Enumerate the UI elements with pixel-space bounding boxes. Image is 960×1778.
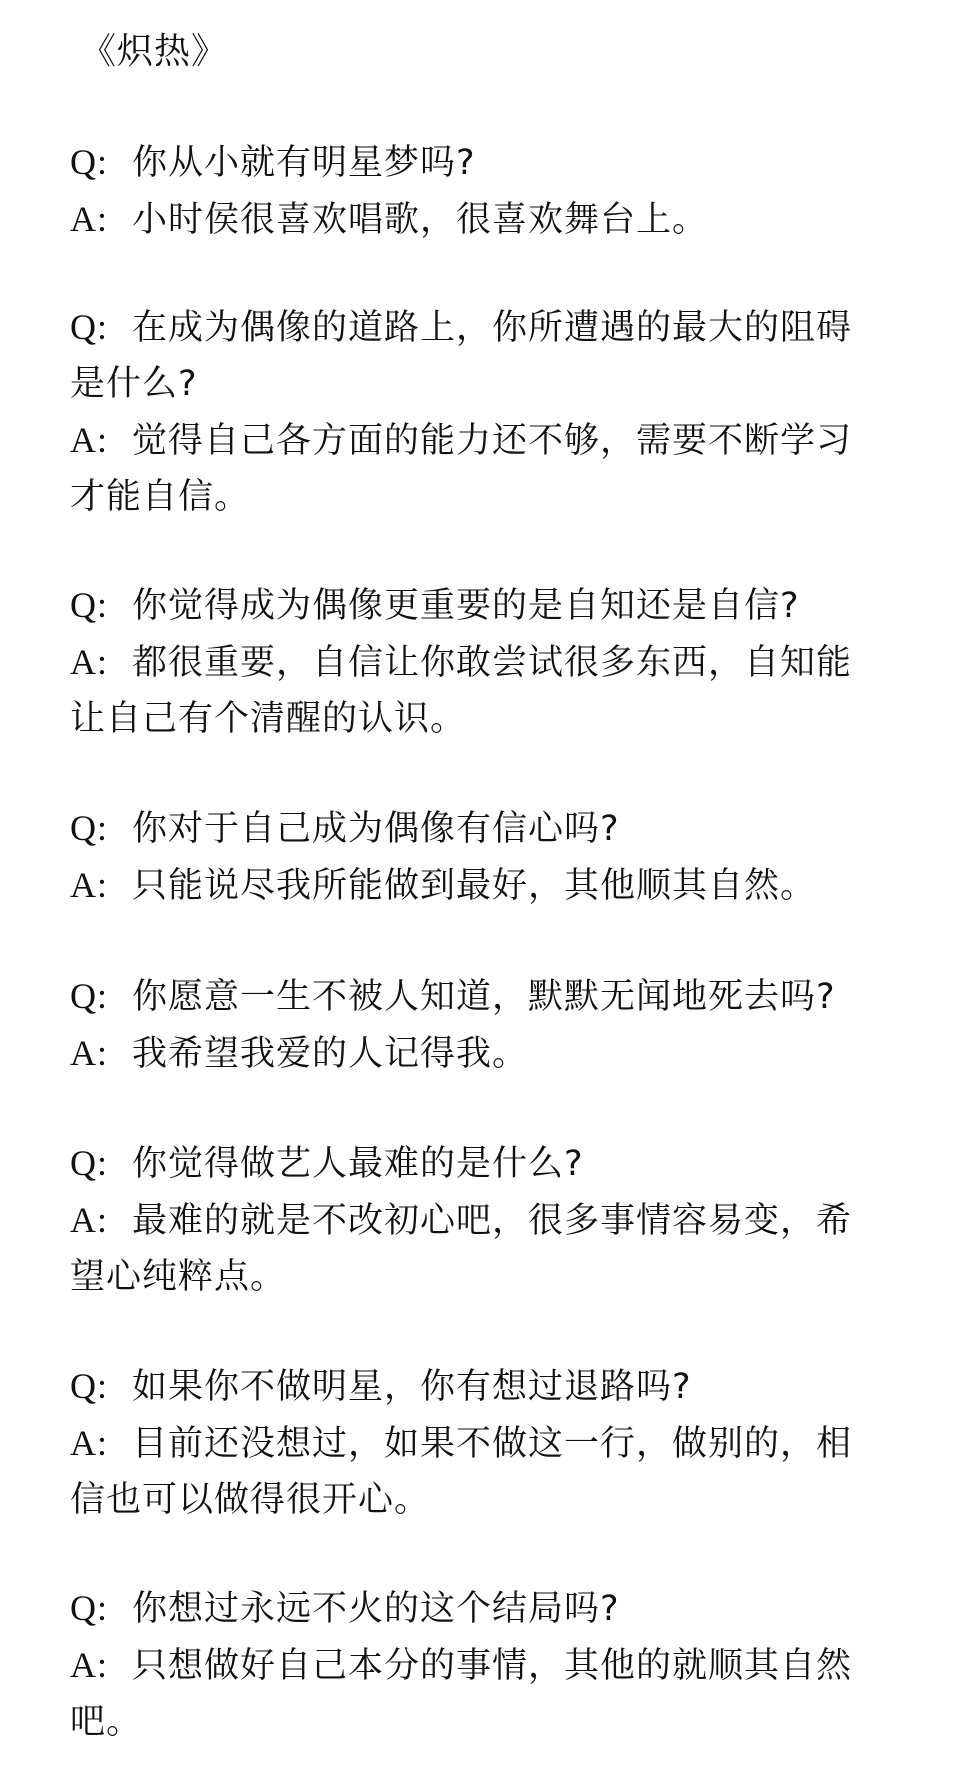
answer-line <box>70 1025 910 1082</box>
question-line <box>70 1580 910 1637</box>
question-prefix: Q: <box>70 1143 108 1183</box>
question-prefix: Q: <box>70 808 108 848</box>
answer-text: 只想做好自己本分的事情，其他的就顺其自然 <box>132 1646 853 1686</box>
answer-prefix: A: <box>70 865 108 905</box>
question-line <box>70 800 910 857</box>
question-prefix: Q: <box>70 142 108 182</box>
answer-text: 我希望我爱的人记得我。 <box>132 1034 529 1074</box>
answer-continuation: 吧。 <box>70 1702 143 1742</box>
question-line <box>70 1358 910 1415</box>
question-text: 如果你不做明星，你有想过退路吗? <box>132 1367 692 1407</box>
qa-block <box>70 1358 910 1528</box>
qa-block <box>70 299 910 525</box>
answer-line <box>70 857 910 914</box>
qa-block <box>70 577 910 747</box>
question-prefix: Q: <box>70 976 108 1016</box>
answer-text: 觉得自己各方面的能力还不够，需要不断学习 <box>132 421 853 461</box>
question-prefix: Q: <box>70 585 108 625</box>
question-prefix: Q: <box>70 1588 108 1628</box>
question-text: 在成为偶像的道路上，你所遭遇的最大的阻碍 <box>132 308 853 348</box>
question-text: 你从小就有明星梦吗? <box>132 143 476 183</box>
question-text: 你觉得成为偶像更重要的是自知还是自信? <box>132 586 800 626</box>
answer-prefix: A: <box>70 1033 108 1073</box>
answer-prefix: A: <box>70 1645 108 1685</box>
qa-block <box>70 800 910 914</box>
answer-prefix: A: <box>70 420 108 460</box>
answer-text: 小时侯很喜欢唱歌，很喜欢舞台上。 <box>132 200 709 240</box>
answer-line <box>70 1637 910 1694</box>
answer-text: 最难的就是不改初心吧，很多事情容易变，希 <box>132 1201 853 1241</box>
question-text: 你觉得做艺人最难的是什么? <box>132 1144 584 1184</box>
answer-text: 只能说尽我所能做到最好，其他顺其自然。 <box>132 866 817 906</box>
question-line <box>70 968 910 1025</box>
qa-block <box>70 134 910 248</box>
qa-block <box>70 1580 910 1750</box>
qa-block <box>70 968 910 1082</box>
question-prefix: Q: <box>70 1366 108 1406</box>
qa-block <box>70 1135 910 1305</box>
question-line <box>70 134 910 191</box>
document-title: 《炽热》 <box>80 31 229 72</box>
question-line <box>70 1135 910 1192</box>
answer-line <box>70 1415 910 1472</box>
question-text: 你愿意一生不被人知道，默默无闻地死去吗? <box>132 977 836 1017</box>
answer-continuation: 才能自信。 <box>70 477 251 517</box>
answer-line <box>70 412 910 469</box>
answer-text: 都很重要，自信让你敢尝试很多东西，自知能 <box>132 643 853 683</box>
answer-line <box>70 1192 910 1249</box>
answer-line <box>70 634 910 691</box>
question-text: 你对于自己成为偶像有信心吗? <box>132 809 620 849</box>
question-line <box>70 577 910 634</box>
answer-continuation: 望心纯粹点。 <box>70 1257 287 1297</box>
question-text: 你想过永远不火的这个结局吗? <box>132 1589 620 1629</box>
question-line <box>70 299 910 356</box>
answer-prefix: A: <box>70 1200 108 1240</box>
question-prefix: Q: <box>70 307 108 347</box>
answer-text: 目前还没想过，如果不做这一行，做别的，相 <box>132 1424 853 1464</box>
answer-prefix: A: <box>70 642 108 682</box>
answer-continuation: 信也可以做得很开心。 <box>70 1480 431 1520</box>
answer-prefix: A: <box>70 1423 108 1463</box>
answer-line <box>70 191 910 248</box>
answer-continuation: 让自己有个清醒的认识。 <box>70 699 467 739</box>
question-continuation: 是什么? <box>70 364 198 404</box>
answer-prefix: A: <box>70 199 108 239</box>
